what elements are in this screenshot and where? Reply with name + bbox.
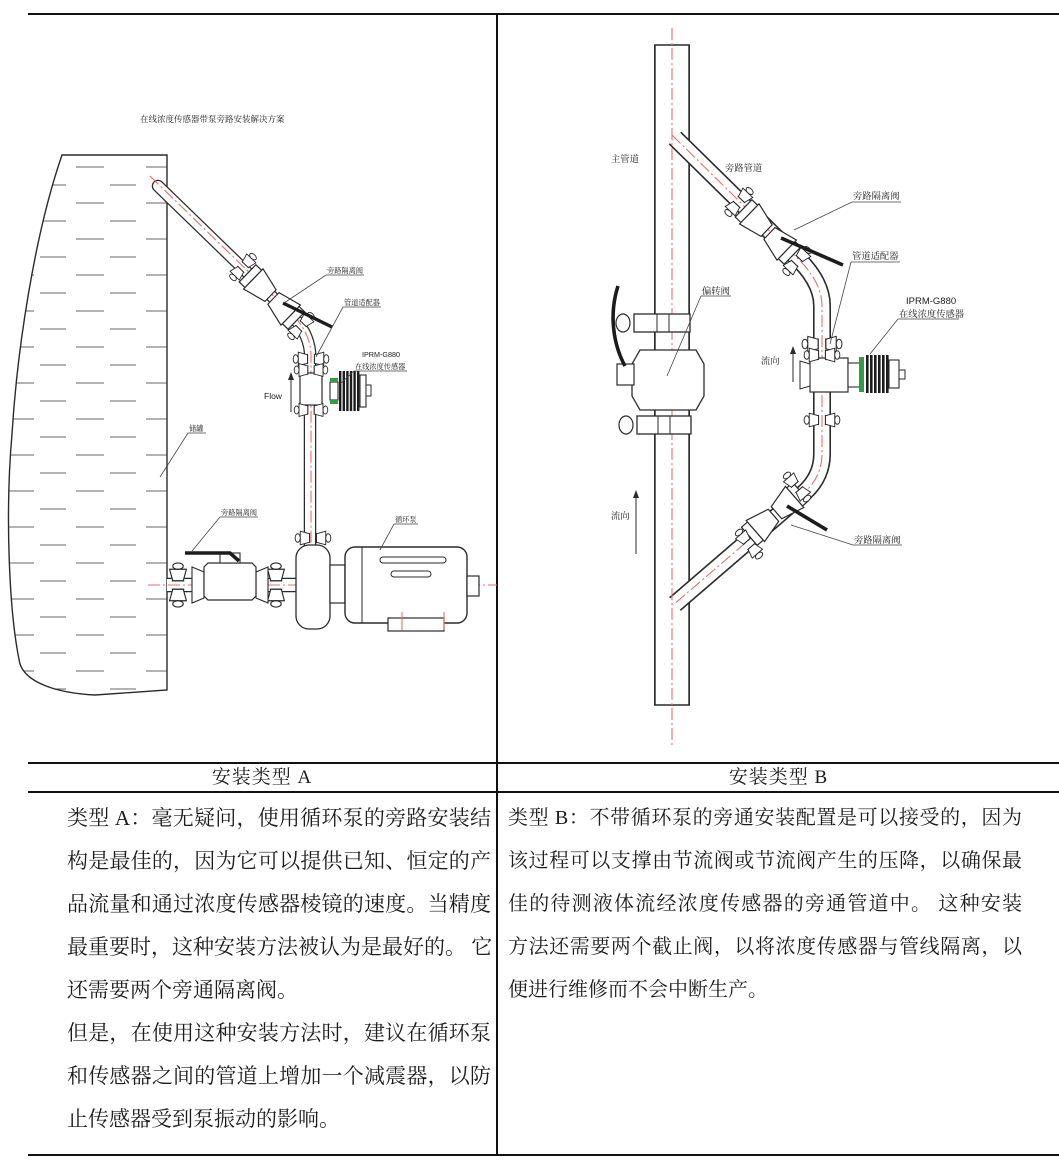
flow-indicator-upper-b	[761, 346, 796, 382]
diagram-b	[497, 14, 1059, 762]
text-line: 类型 B：不带循环泵的旁通安装配置是可以接受的，因为	[508, 807, 1022, 829]
sensor-model-label: IPRM-G880	[906, 296, 957, 307]
pipe-adapter-label: 管道适配器	[852, 251, 899, 261]
diagram-a-title: 在线浓度传感器带泵旁路安装解决方案	[140, 114, 285, 124]
text-line: 品流量和通过浓度传感器棱镜的速度。当精度	[67, 892, 491, 916]
main-pipe-label: 主管道	[611, 154, 639, 164]
sensor-green-mark	[330, 400, 338, 404]
caption-type-b: 安装类型 B	[728, 767, 829, 788]
pump-label: 循环泵	[395, 515, 417, 524]
diagram-a	[0, 14, 497, 762]
circulation-pump-a	[295, 531, 479, 631]
text-line: 最重要时，这种安装方法被认为是最好的。 它	[67, 935, 493, 959]
flow-upper-label: 流向	[761, 356, 780, 366]
flow-label: Flow	[264, 391, 282, 401]
pipe-adapter-label: 管道适配器	[344, 298, 380, 307]
caption-type-a: 安装类型 A	[211, 767, 313, 788]
tank-label: 储罐	[189, 424, 204, 433]
flow-arrowhead	[790, 346, 796, 354]
flow-indicator-lower-b	[611, 490, 639, 554]
sensor-green-mark	[330, 378, 338, 382]
flow-indicator-a	[264, 372, 294, 412]
sensor-name-label: 在线浓度传感器	[899, 309, 965, 319]
text-line: 但是，在使用这种安装方法时，建议在循环泵	[67, 1021, 491, 1045]
text-line: 方法还需要两个截止阀，以将浓度传感器与管线隔离，以	[508, 936, 1022, 958]
text-line: 类型 A：毫无疑问，使用循环泵的旁路安装结	[67, 806, 491, 830]
deflection-valve-label: 偏转阀	[702, 286, 730, 296]
sensor-name-label: 在线浓度传感器	[355, 362, 406, 371]
valve-handle	[787, 506, 827, 530]
text-line: 构是最佳的，因为它可以提供已知、恒定的产	[67, 849, 491, 873]
text-line: 佳的待测液体流经浓度传感器的旁通管道中。 这种安装	[508, 893, 1022, 915]
table-bottom-rule	[28, 1154, 1059, 1156]
flow-arrowhead	[633, 490, 639, 498]
type-b-description	[508, 797, 1022, 1012]
pump-base	[388, 618, 444, 631]
flow-arrowhead	[288, 372, 294, 380]
bypass-isolation-valve-upper-b	[722, 184, 843, 278]
bypass-valve-lower-label: 旁路隔离阀	[854, 535, 901, 545]
sensor-green-ring	[859, 357, 864, 392]
bypass-valve-lower-label: 旁路隔离阀	[221, 508, 257, 517]
bypass-valve-upper-label: 旁路隔离阀	[853, 191, 900, 201]
text-line: 和传感器之间的管道上增加一个减震器，以防	[67, 1064, 491, 1088]
text-line: 还需要两个旁通隔离阀。	[67, 978, 298, 1002]
bypass-pipe-label: 旁路管道	[725, 163, 763, 173]
sensor-assembly-b	[800, 348, 905, 427]
flow-lower-label: 流向	[611, 511, 630, 521]
pipes-a	[158, 186, 310, 585]
storage-tank	[9, 155, 167, 695]
text-line: 便进行维修而不会中断生产。	[508, 979, 768, 1001]
text-line: 该过程可以支撑由节流阀或节流阀产生的压降，以确保最	[508, 850, 1022, 872]
bypass-valve-upper-label: 旁路隔离阀	[327, 266, 363, 275]
sensor-assembly-a	[294, 364, 371, 417]
type-a-description	[67, 797, 491, 1141]
sensor-fins	[339, 371, 359, 411]
text-line: 止传感器受到泵振动的影响。	[67, 1107, 340, 1131]
sensor-model-label: IPRM-G880	[362, 350, 400, 359]
sensor-fins	[866, 355, 889, 393]
